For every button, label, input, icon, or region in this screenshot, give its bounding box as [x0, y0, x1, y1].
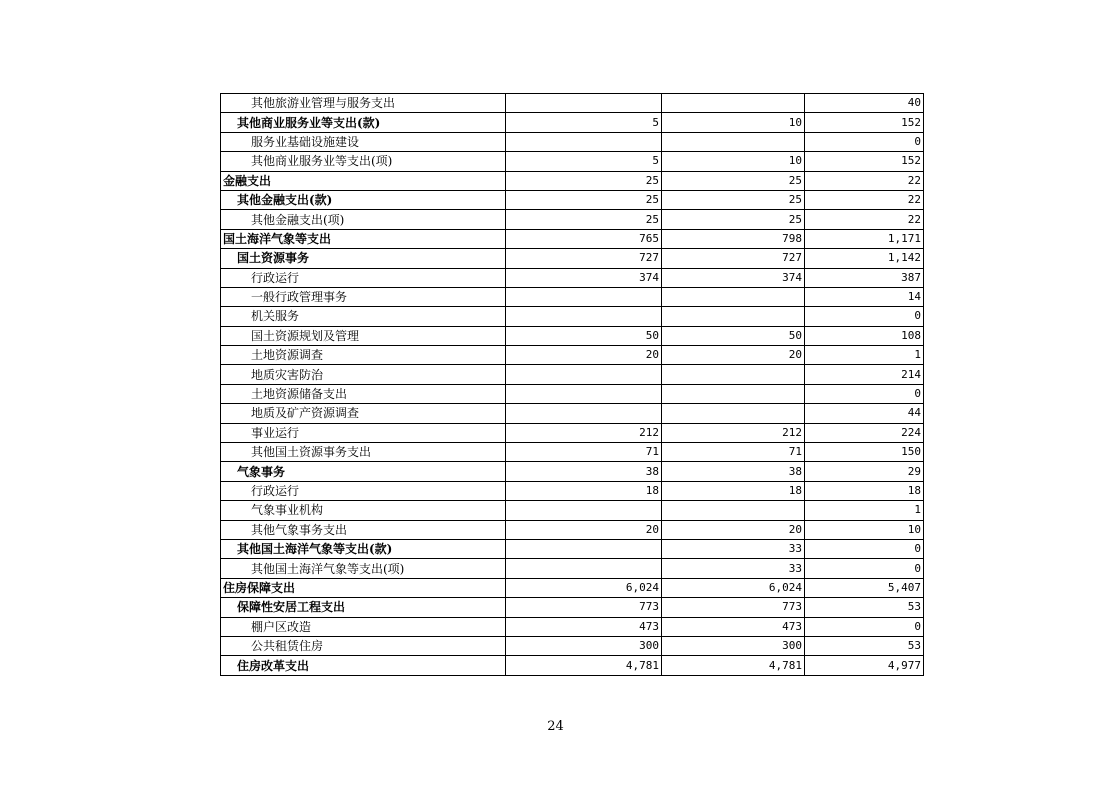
table-row	[221, 462, 924, 481]
row-name-cell: 机关服务	[221, 307, 506, 326]
table-row	[221, 656, 924, 675]
row-name-cell: 公共租赁住房	[221, 636, 506, 655]
value-cell-col1: 765	[506, 229, 662, 248]
value-cell-col3: 152	[805, 152, 924, 171]
value-cell-col1	[506, 404, 662, 423]
table-row	[221, 559, 924, 578]
table-row	[221, 636, 924, 655]
value-cell-col1: 300	[506, 636, 662, 655]
value-cell-col3: 53	[805, 636, 924, 655]
value-cell-col2	[662, 384, 805, 403]
value-cell-col1: 6,024	[506, 578, 662, 597]
value-cell-col3: 0	[805, 617, 924, 636]
table-row	[221, 346, 924, 365]
table-row	[221, 307, 924, 326]
row-name-cell: 土地资源调查	[221, 346, 506, 365]
value-cell-col3: 44	[805, 404, 924, 423]
value-cell-col2: 212	[662, 423, 805, 442]
value-cell-col2	[662, 501, 805, 520]
value-cell-col1: 473	[506, 617, 662, 636]
value-cell-col2: 798	[662, 229, 805, 248]
value-cell-col2: 4,781	[662, 656, 805, 675]
value-cell-col1: 773	[506, 598, 662, 617]
table-row	[221, 268, 924, 287]
value-cell-col2: 33	[662, 559, 805, 578]
value-cell-col1: 50	[506, 326, 662, 345]
row-name-cell: 住房改革支出	[221, 656, 506, 675]
table-row	[221, 520, 924, 539]
value-cell-col3: 10	[805, 520, 924, 539]
table-row	[221, 94, 924, 113]
table-row	[221, 326, 924, 345]
table-row	[221, 423, 924, 442]
row-name-cell: 气象事务	[221, 462, 506, 481]
value-cell-col2	[662, 404, 805, 423]
value-cell-col3: 1	[805, 501, 924, 520]
value-cell-col1: 71	[506, 443, 662, 462]
value-cell-col1: 5	[506, 152, 662, 171]
value-cell-col2: 50	[662, 326, 805, 345]
row-name-cell: 气象事业机构	[221, 501, 506, 520]
row-name-cell: 住房保障支出	[221, 578, 506, 597]
table-row	[221, 249, 924, 268]
value-cell-col2: 38	[662, 462, 805, 481]
row-name-cell: 国土资源规划及管理	[221, 326, 506, 345]
value-cell-col1: 18	[506, 481, 662, 500]
value-cell-col3: 0	[805, 384, 924, 403]
value-cell-col2: 25	[662, 190, 805, 209]
value-cell-col1: 38	[506, 462, 662, 481]
value-cell-col3: 18	[805, 481, 924, 500]
value-cell-col3: 4,977	[805, 656, 924, 675]
value-cell-col1: 374	[506, 268, 662, 287]
value-cell-col3: 1	[805, 346, 924, 365]
value-cell-col2: 25	[662, 171, 805, 190]
value-cell-col2: 18	[662, 481, 805, 500]
row-name-cell: 事业运行	[221, 423, 506, 442]
row-name-cell: 国土资源事务	[221, 249, 506, 268]
table-row	[221, 171, 924, 190]
table-row	[221, 481, 924, 500]
value-cell-col3: 14	[805, 287, 924, 306]
row-name-cell: 行政运行	[221, 481, 506, 500]
value-cell-col3: 0	[805, 559, 924, 578]
value-cell-col3: 1,171	[805, 229, 924, 248]
table-row	[221, 229, 924, 248]
table-row	[221, 287, 924, 306]
row-name-cell: 国土海洋气象等支出	[221, 229, 506, 248]
value-cell-col3: 224	[805, 423, 924, 442]
value-cell-col1: 25	[506, 171, 662, 190]
value-cell-col2	[662, 307, 805, 326]
value-cell-col2: 773	[662, 598, 805, 617]
value-cell-col2: 374	[662, 268, 805, 287]
value-cell-col3: 40	[805, 94, 924, 113]
value-cell-col3: 0	[805, 539, 924, 558]
table-row	[221, 113, 924, 132]
value-cell-col1	[506, 94, 662, 113]
row-name-cell: 金融支出	[221, 171, 506, 190]
budget-table	[220, 93, 924, 676]
table-row	[221, 617, 924, 636]
value-cell-col3: 29	[805, 462, 924, 481]
row-name-cell: 地质及矿产资源调查	[221, 404, 506, 423]
value-cell-col1	[506, 384, 662, 403]
value-cell-col2	[662, 365, 805, 384]
value-cell-col3: 5,407	[805, 578, 924, 597]
value-cell-col2: 10	[662, 113, 805, 132]
value-cell-col2: 33	[662, 539, 805, 558]
value-cell-col3: 0	[805, 132, 924, 151]
value-cell-col1: 25	[506, 210, 662, 229]
value-cell-col2: 20	[662, 520, 805, 539]
table-row	[221, 132, 924, 151]
value-cell-col3: 108	[805, 326, 924, 345]
row-name-cell: 其他商业服务业等支出(款)	[221, 113, 506, 132]
table-row	[221, 404, 924, 423]
value-cell-col1: 25	[506, 190, 662, 209]
row-name-cell: 行政运行	[221, 268, 506, 287]
value-cell-col2: 300	[662, 636, 805, 655]
table-row	[221, 443, 924, 462]
table-row	[221, 501, 924, 520]
row-name-cell: 其他金融支出(项)	[221, 210, 506, 229]
value-cell-col3: 214	[805, 365, 924, 384]
value-cell-col3: 53	[805, 598, 924, 617]
value-cell-col3: 22	[805, 210, 924, 229]
value-cell-col1: 5	[506, 113, 662, 132]
table-row	[221, 598, 924, 617]
value-cell-col1	[506, 365, 662, 384]
row-name-cell: 其他金融支出(款)	[221, 190, 506, 209]
value-cell-col2	[662, 94, 805, 113]
row-name-cell: 地质灾害防治	[221, 365, 506, 384]
value-cell-col2: 20	[662, 346, 805, 365]
value-cell-col1: 20	[506, 346, 662, 365]
value-cell-col3: 152	[805, 113, 924, 132]
value-cell-col2: 6,024	[662, 578, 805, 597]
row-name-cell: 其他国土海洋气象等支出(款)	[221, 539, 506, 558]
value-cell-col1	[506, 559, 662, 578]
value-cell-col3: 150	[805, 443, 924, 462]
table-row	[221, 578, 924, 597]
table-row	[221, 539, 924, 558]
value-cell-col1: 212	[506, 423, 662, 442]
row-name-cell: 保障性安居工程支出	[221, 598, 506, 617]
value-cell-col3: 22	[805, 190, 924, 209]
table-row	[221, 384, 924, 403]
value-cell-col1	[506, 132, 662, 151]
value-cell-col1	[506, 307, 662, 326]
table-row	[221, 152, 924, 171]
value-cell-col1	[506, 501, 662, 520]
row-name-cell: 棚户区改造	[221, 617, 506, 636]
value-cell-col2: 25	[662, 210, 805, 229]
value-cell-col1: 727	[506, 249, 662, 268]
row-name-cell: 土地资源储备支出	[221, 384, 506, 403]
budget-table-body	[221, 94, 924, 676]
page-number: 24	[547, 719, 564, 734]
row-name-cell: 其他国土资源事务支出	[221, 443, 506, 462]
row-name-cell: 服务业基础设施建设	[221, 132, 506, 151]
value-cell-col1	[506, 287, 662, 306]
row-name-cell: 其他旅游业管理与服务支出	[221, 94, 506, 113]
value-cell-col2	[662, 287, 805, 306]
value-cell-col2: 473	[662, 617, 805, 636]
value-cell-col3: 0	[805, 307, 924, 326]
value-cell-col1	[506, 539, 662, 558]
row-name-cell: 其他气象事务支出	[221, 520, 506, 539]
table-row	[221, 190, 924, 209]
row-name-cell: 其他商业服务业等支出(项)	[221, 152, 506, 171]
value-cell-col1: 20	[506, 520, 662, 539]
value-cell-col2: 10	[662, 152, 805, 171]
value-cell-col3: 387	[805, 268, 924, 287]
value-cell-col2: 71	[662, 443, 805, 462]
row-name-cell: 一般行政管理事务	[221, 287, 506, 306]
value-cell-col2	[662, 132, 805, 151]
value-cell-col2: 727	[662, 249, 805, 268]
value-cell-col3: 1,142	[805, 249, 924, 268]
value-cell-col3: 22	[805, 171, 924, 190]
table-row	[221, 210, 924, 229]
table-row	[221, 365, 924, 384]
value-cell-col1: 4,781	[506, 656, 662, 675]
row-name-cell: 其他国土海洋气象等支出(项)	[221, 559, 506, 578]
